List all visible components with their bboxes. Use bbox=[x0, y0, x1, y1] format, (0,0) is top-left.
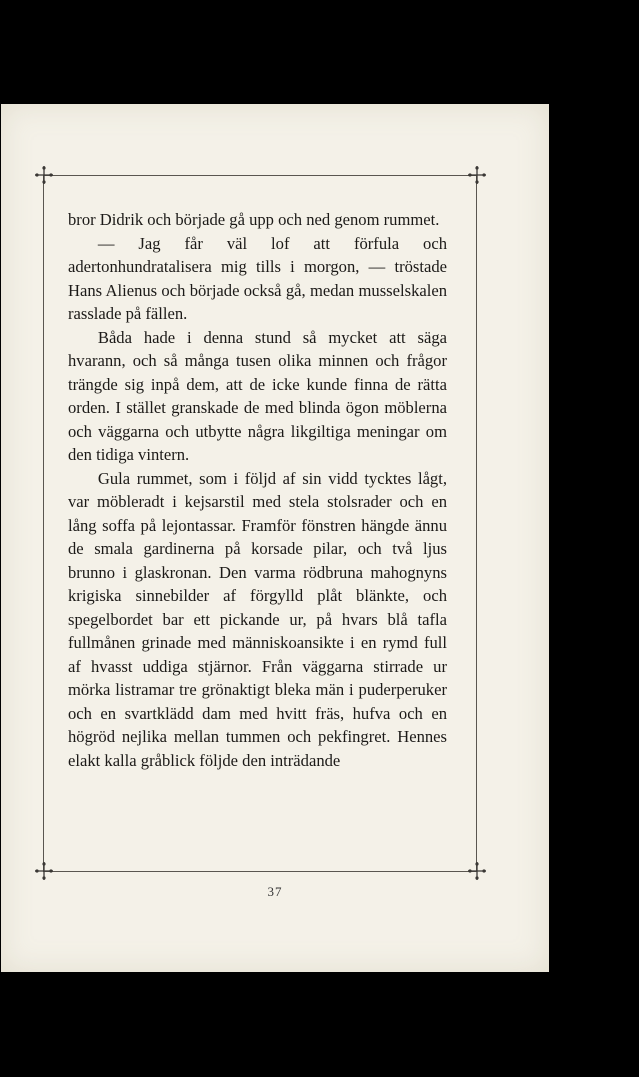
paragraph-4: Gula rummet, som i följd af sin vidd tycktes lågt, var möbleradt i kejsarstil med stela stolsrader och en lång soffa på lejontassar. Framför fönstren hängde ännu de smala gardinerna på korsade pilar, och två ljus brunno i glaskronan. Den varma rödbruna mahognyns krigiska sinnebilder af förgylld plåt blänkte, och spegelbordet bar ett pickande ur, på hvars blå tafla fullmånen grinade med människoansikte i en rymd full af hvasst uddiga stjärnor. Från väggarna stirrade ur mörka listramar tre grönaktigt bleka män i puderperuker och en svartklädd dam med hvitt fräs, hufva och en högröd nejlika mellan tummen och pekfingret. Hennes elakt kalla gråblick följde den inträdande bbox=[68, 468, 447, 770]
book-page bbox=[1, 104, 549, 972]
bottom-rule bbox=[43, 871, 477, 872]
paragraph-1: bror Didrik och började gå upp och ned genom rummet. bbox=[68, 210, 440, 229]
paragraph-2: — Jag får väl lof att förfula och adertonhundratalisera mig tills i morgon, — tröstade Hans Alienus och började också gå, medan musselskalen rasslade på fällen. bbox=[68, 233, 447, 323]
top-rule bbox=[43, 175, 477, 176]
corner-ornament-top-left-icon bbox=[33, 164, 55, 186]
paragraph-3: Båda hade i denna stund så mycket att säga hvarann, och så många tusen olika minnen och frågor trängde sig inpå dem, att de icke kunde finna de rätta orden. I stället granskade de med blinda ögon möblerna och väggarna och utbytte några likgiltiga meningar om den tidiga vintern. bbox=[68, 327, 447, 464]
body-text bbox=[68, 208, 447, 772]
left-rule bbox=[43, 175, 44, 871]
page-number: 37 bbox=[267, 884, 283, 899]
right-rule bbox=[476, 175, 477, 871]
corner-ornament-bottom-left-icon bbox=[33, 860, 55, 882]
corner-ornament-bottom-right-icon bbox=[466, 860, 488, 882]
corner-ornament-top-right-icon bbox=[466, 164, 488, 186]
